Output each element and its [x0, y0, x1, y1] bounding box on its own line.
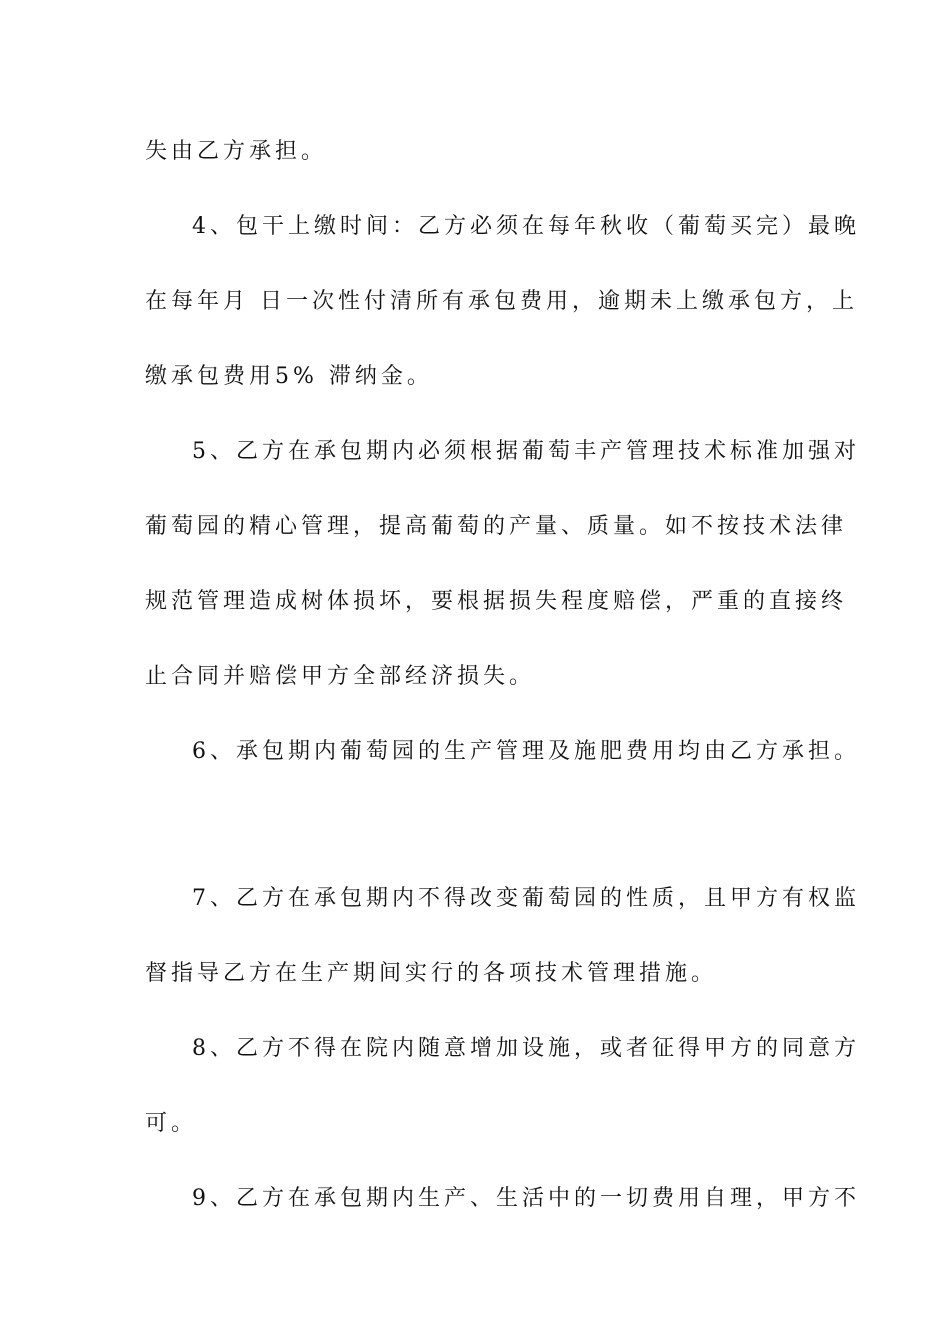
text-line-2: 4、包干上缴时间：乙方必须在每年秋收（葡萄买完）最晚: [192, 214, 860, 239]
text-line-8: 止合同并赔偿甲方全部经济损失。: [145, 664, 536, 689]
text-line-1: 失由乙方承担。: [145, 139, 328, 164]
text-line-14: 9、乙方在承包期内生产、生活中的一切费用自理，甲方不: [192, 1186, 860, 1211]
text-line-13: 可。: [145, 1111, 198, 1136]
text-line-10: 7、乙方在承包期内不得改变葡萄园的性质，且甲方有权监: [192, 886, 860, 911]
text-line-5: 5、乙方在承包期内必须根据葡萄丰产管理技术标准加强对: [192, 439, 860, 464]
text-line-12: 8、乙方不得在院内随意增加设施，或者征得甲方的同意方: [192, 1036, 860, 1061]
text-line-3: 在每年月 日一次性付清所有承包费用，逾期未上缴承包方，上: [145, 289, 858, 314]
text-line-9: 6、承包期内葡萄园的生产管理及施肥费用均由乙方承担。: [192, 739, 860, 764]
text-line-7: 规范管理造成树体损坏，要根据损失程度赔偿，严重的直接终: [145, 589, 848, 614]
text-line-4: 缴承包费用5% 滞纳金。: [145, 364, 433, 389]
text-line-6: 葡萄园的精心管理，提高葡萄的产量、质量。如不按技术法律: [145, 514, 848, 539]
text-line-11: 督指导乙方在生产期间实行的各项技术管理措施。: [145, 961, 718, 986]
